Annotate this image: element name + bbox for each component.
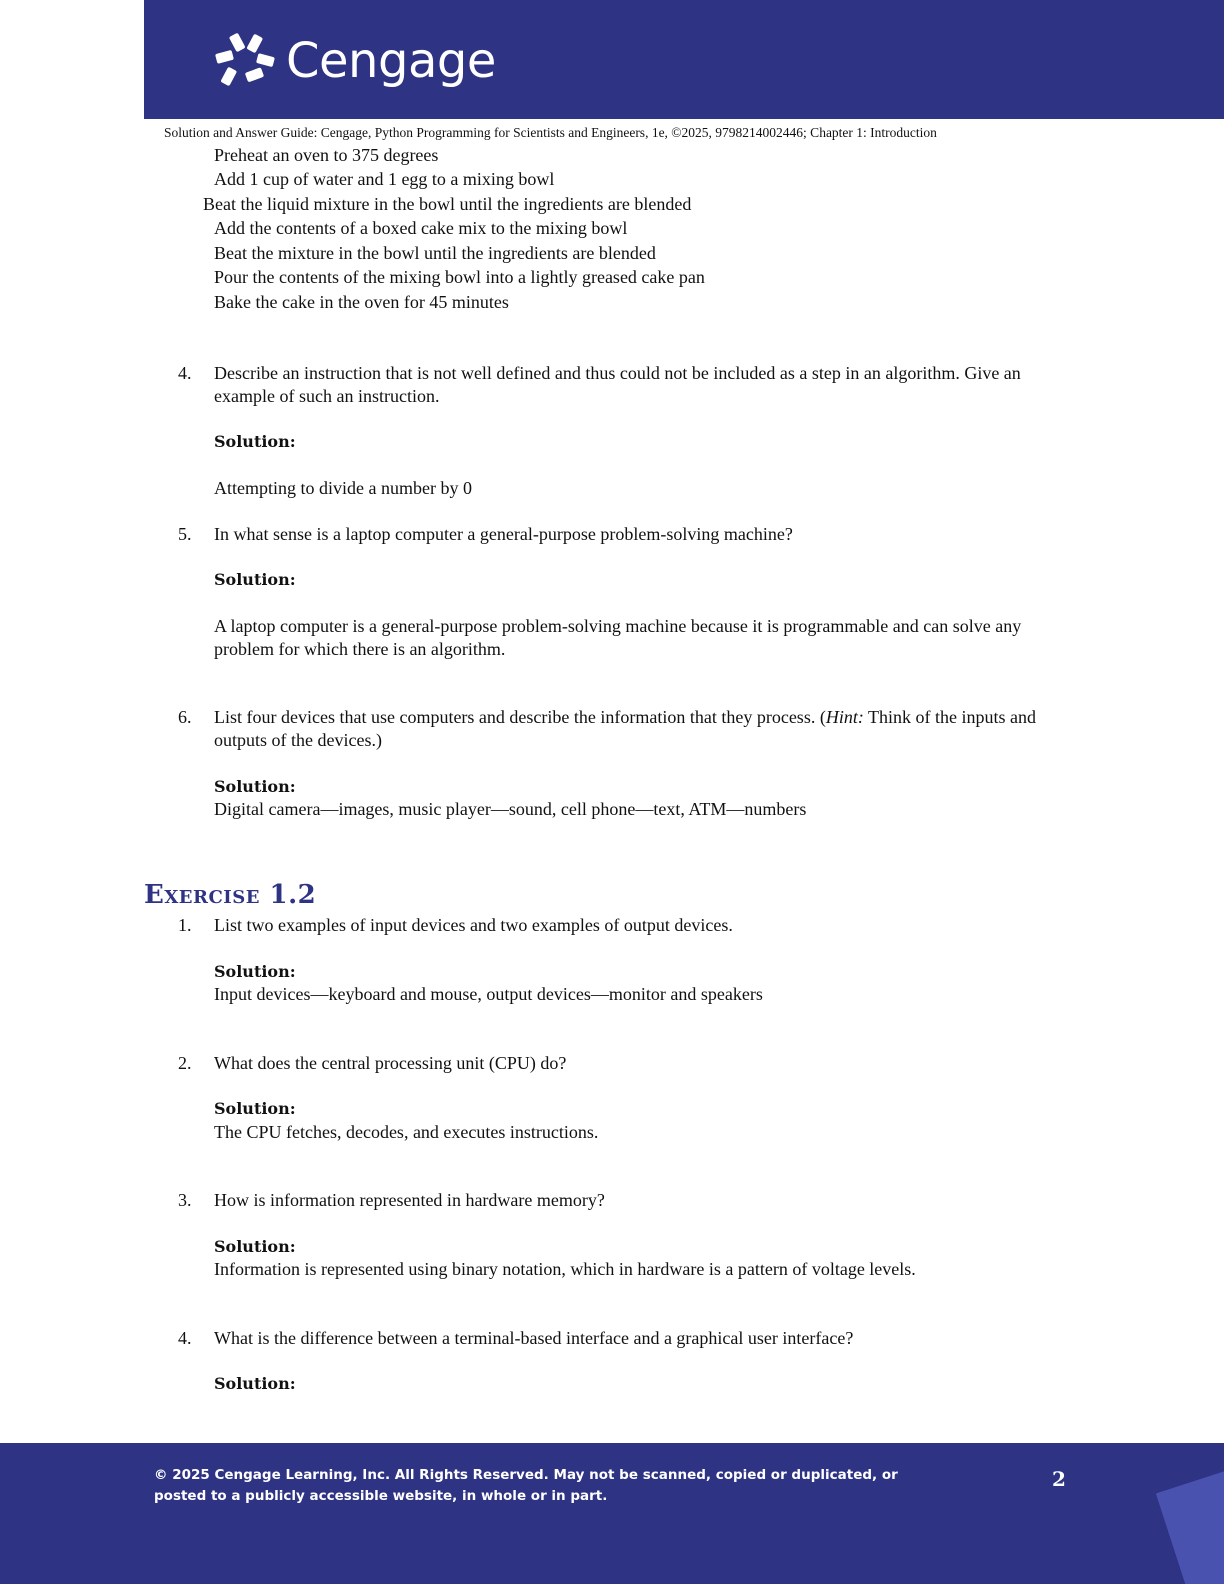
solution-text: Attempting to divide a number by 0 [214, 478, 472, 498]
question-number: 2. [178, 1053, 192, 1073]
question-number: 4. [178, 363, 192, 383]
cengage-logo [214, 30, 496, 92]
recipe-step: Add the contents of a boxed cake mix to the mixing bowl [214, 218, 628, 238]
solution-text: The CPU fetches, decodes, and executes instructions. [214, 1122, 599, 1142]
question-text: What is the difference between a terminal-based interface and a graphical user interface? [214, 1328, 854, 1348]
question-number: 5. [178, 524, 192, 544]
question-text: How is information represented in hardware memory? [214, 1190, 605, 1210]
question-text: Describe an instruction that is not well defined and thus could not be included as a step in an algorithm. Give an example of such an instruction. [214, 363, 1021, 406]
question-number: 3. [178, 1190, 192, 1210]
section-heading: Exercise 1.2 [144, 880, 317, 910]
cengage-logo-icon [214, 32, 276, 90]
recipe-step: Preheat an oven to 375 degrees [214, 145, 439, 165]
question-text: List two examples of input devices and two examples of output devices. [214, 915, 733, 935]
solution-label: Solution: [214, 570, 296, 589]
hint-label: Hint: [825, 707, 864, 727]
footer-decoration [1156, 1469, 1224, 1584]
recipe-step: Pour the contents of the mixing bowl into a lightly greased cake pan [214, 267, 705, 287]
question-number: 4. [178, 1328, 192, 1348]
solution-label: Solution: [214, 777, 296, 796]
question-text-part: List four devices that use computers and describe the information that they process. ( [214, 707, 826, 727]
recipe-step: Add 1 cup of water and 1 egg to a mixing bowl [214, 169, 555, 189]
solution-label: Solution: [214, 1099, 296, 1118]
question-text: In what sense is a laptop computer a general-purpose problem-solving machine? [214, 524, 793, 544]
question-text: What does the central processing unit (CPU) do? [214, 1053, 567, 1073]
brand-name: Cengage [286, 33, 496, 89]
solution-label: Solution: [214, 432, 296, 451]
solution-text: Information is represented using binary notation, which in hardware is a pattern of voltage levels. [214, 1259, 916, 1279]
question-number: 1. [178, 915, 192, 935]
solution-label: Solution: [214, 962, 296, 981]
copyright-notice: © 2025 Cengage Learning, Inc. All Rights Reserved. May not be scanned, copied or duplicated, or posted to a publicly accessible website, in whole or in part. [154, 1467, 898, 1504]
solution-text: Input devices—keyboard and mouse, output devices—monitor and speakers [214, 984, 763, 1004]
footer-banner [0, 1443, 1224, 1584]
recipe-step: Beat the mixture in the bowl until the ingredients are blended [214, 243, 656, 263]
page-number: 2 [1052, 1467, 1066, 1491]
solution-text: Digital camera—images, music player—sound, cell phone—text, ATM—numbers [214, 799, 807, 819]
solution-label: Solution: [214, 1374, 296, 1393]
solution-text: A laptop computer is a general-purpose problem-solving machine because it is programmable and can solve any problem for which there is an algorithm. [214, 616, 1022, 659]
solution-label: Solution: [214, 1237, 296, 1256]
recipe-step: Beat the liquid mixture in the bowl until the ingredients are blended [203, 194, 692, 214]
question-text-part: Think of the inputs and outputs of the devices.) [214, 707, 1036, 750]
question-text [214, 706, 1084, 752]
recipe-step: Bake the cake in the oven for 45 minutes [214, 292, 509, 312]
running-header: Solution and Answer Guide: Cengage, Python Programming for Scientists and Engineers, 1e, ©2025, 9798214002446; Chapter 1: Introduction [164, 125, 937, 140]
question-number: 6. [178, 707, 192, 727]
